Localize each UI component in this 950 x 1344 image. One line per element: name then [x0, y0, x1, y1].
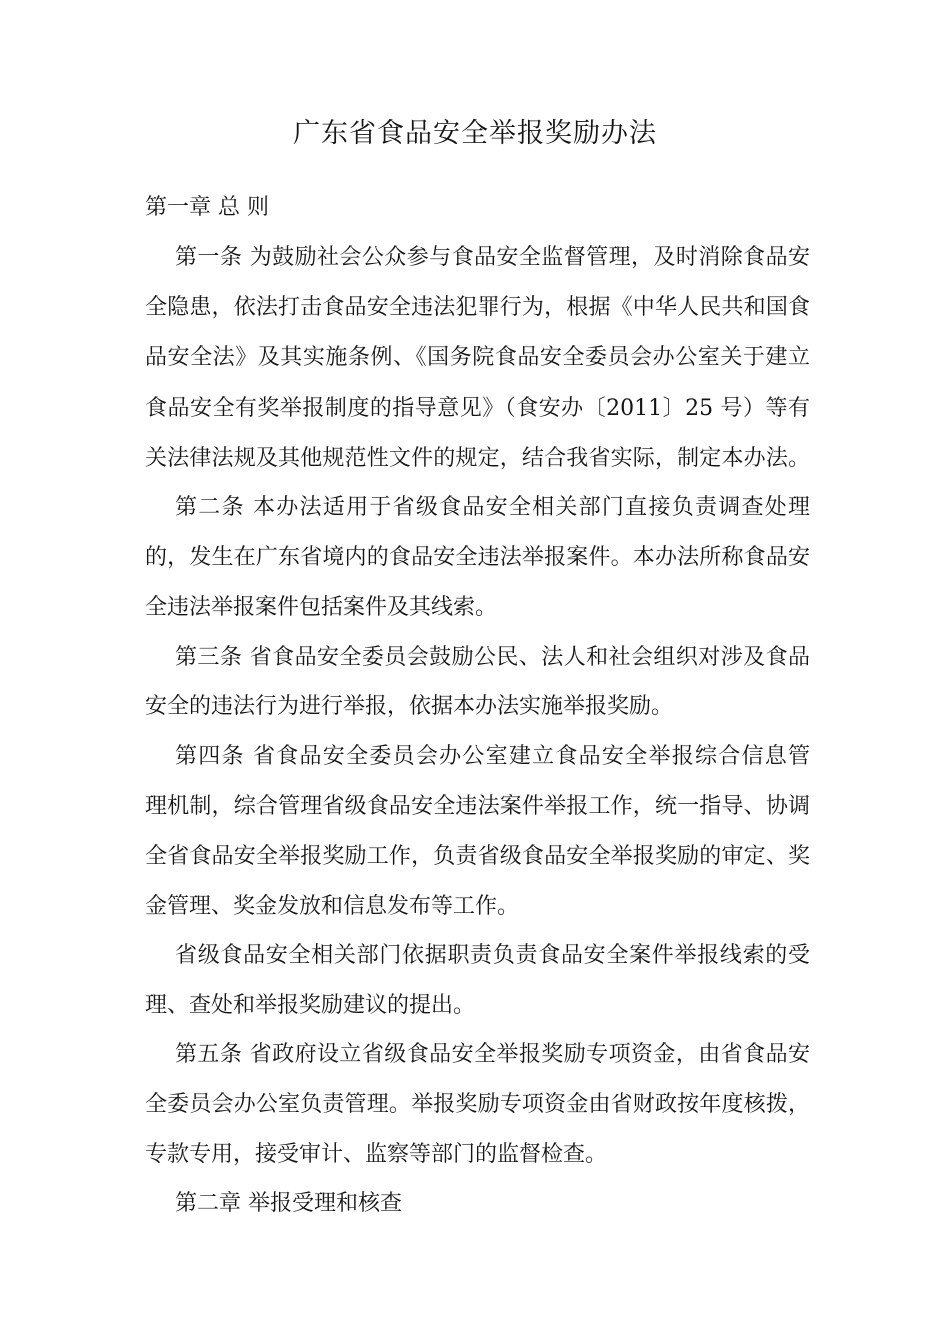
paragraph-line: 全委员会办公室负责管理。举报奖励专项资金由省财政按年度核拨， [145, 1092, 810, 1117]
paragraph-line: 全违法举报案件包括案件及其线索。 [145, 595, 498, 620]
paragraph-line: 关法律法规及其他规范性文件的规定，结合我省实际，制定本办法。 [145, 446, 810, 471]
paragraph-line: 专款专用，接受审计、监察等部门的监督检查。 [145, 1142, 608, 1167]
paragraph-line: 第一条 为鼓励社会公众参与食品安全监督管理，及时消除食品安 [175, 245, 810, 270]
paragraph-line: 金管理、奖金发放和信息发布等工作。 [145, 894, 520, 919]
paragraph-line: 品安全法》及其实施条例、《国务院食品安全委员会办公室关于建立 [145, 345, 810, 370]
paragraph-line: 全隐患，依法打击食品安全违法犯罪行为，根据《中华人民共和国食 [145, 295, 810, 320]
paragraph-line: 第二条 本办法适用于省级食品安全相关部门直接负责调查处理 [175, 495, 810, 520]
paragraph-line: 理、查处和举报奖励建议的提出。 [145, 993, 476, 1018]
paragraph-line: 理机制，综合管理省级食品安全违法案件举报工作，统一指导、协调 [145, 794, 810, 819]
chapter-heading: 第一章 总 则 [145, 195, 269, 220]
document-title: 广东省食品安全举报奖励办法 [293, 118, 657, 149]
paragraph-line: 第三条 省食品安全委员会鼓励公民、法人和社会组织对涉及食品 [175, 645, 810, 670]
paragraph-line: 省级食品安全相关部门依据职责负责食品安全案件举报线索的受 [175, 943, 810, 968]
paragraph-line: 第四条 省食品安全委员会办公室建立食品安全举报综合信息管 [175, 744, 810, 769]
paragraph-line: 第五条 省政府设立省级食品安全举报奖励专项资金，由省食品安 [175, 1042, 810, 1067]
paragraph-line: 食品安全有奖举报制度的指导意见》（食安办〔2011〕25 号）等有 [145, 396, 810, 421]
chapter-heading: 第二章 举报受理和核查 [175, 1191, 402, 1216]
paragraph-line: 全省食品安全举报奖励工作，负责省级食品安全举报奖励的审定、奖 [145, 844, 810, 869]
paragraph-line: 安全的违法行为进行举报，依据本办法实施举报奖励。 [145, 694, 674, 719]
paragraph-line: 的，发生在广东省境内的食品安全违法举报案件。本办法所称食品安 [145, 545, 810, 570]
